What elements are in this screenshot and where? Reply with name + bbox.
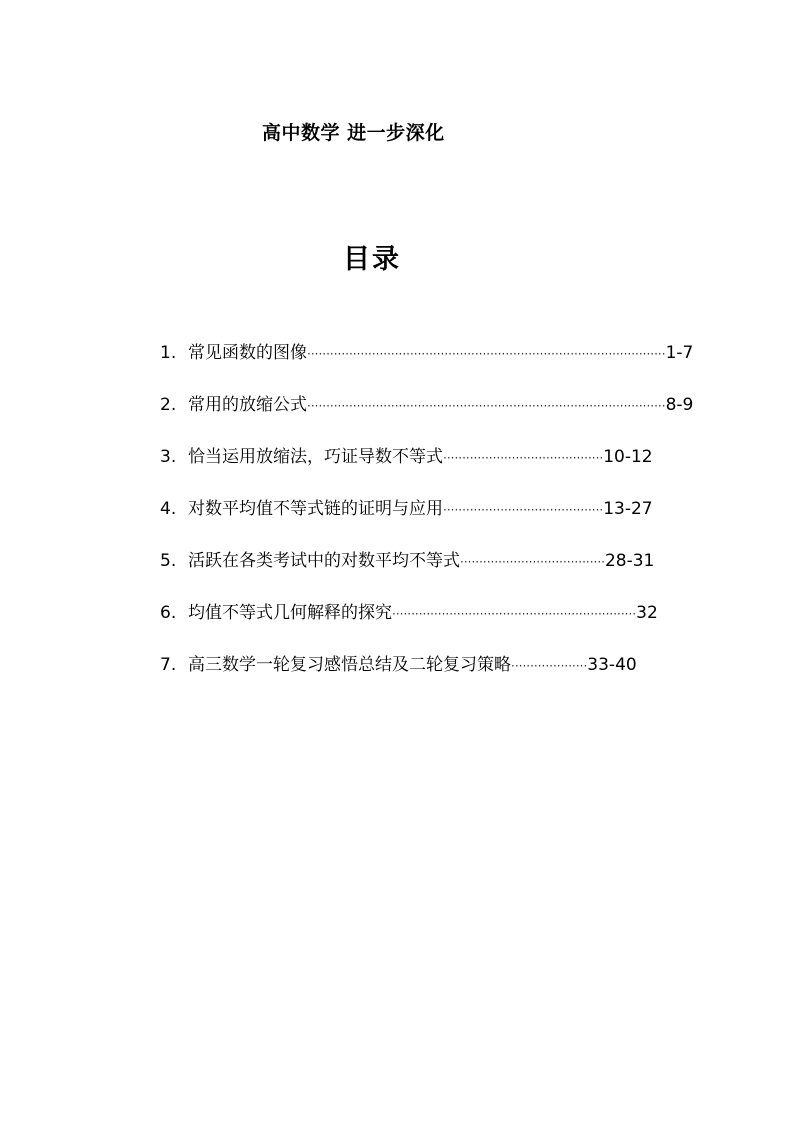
toc-entry-2[interactable] (160, 390, 694, 442)
toc-entry-7[interactable] (160, 650, 680, 702)
dot-leader: ······························································································ (307, 347, 666, 361)
toc-entry-number: 2. (160, 395, 177, 415)
toc-entry-title: 活跃在各类考试中的对数平均不等式 (188, 551, 460, 571)
dot-leader: ·········································· (443, 503, 604, 517)
toc-entry-title: 高三数学一轮复习感悟总结及二轮复习策略 (188, 655, 511, 675)
toc-entry-pages: 1-7 (665, 343, 694, 363)
document-title: 高中数学 进一步深化 (262, 122, 445, 144)
toc-entry-pages: 13-27 (603, 499, 653, 519)
toc-heading: 目录 (343, 244, 401, 275)
toc-entry-pages: 28-31 (604, 551, 655, 571)
toc-entry-number: 6. (160, 603, 177, 623)
dot-leader: ···················· (511, 659, 588, 673)
toc-entry-title: 对数平均值不等式链的证明与应用 (188, 499, 443, 519)
toc-entry-title: 常见函数的图像 (188, 343, 307, 363)
toc-entry-5[interactable] (160, 546, 680, 598)
toc-entry-3[interactable] (160, 442, 680, 494)
toc-entry-number: 1. (160, 343, 177, 363)
toc-entry-title: 恰当运用放缩法，巧证导数不等式 (188, 447, 443, 467)
table-of-contents (160, 338, 694, 702)
dot-leader: ································································ (392, 607, 637, 621)
toc-entry-1[interactable] (160, 338, 694, 390)
toc-entry-number: 5. (160, 551, 177, 571)
toc-entry-pages: 33-40 (587, 655, 637, 675)
toc-entry-title: 均值不等式几何解释的探究 (188, 603, 392, 623)
toc-entry-title: 常用的放缩公式 (188, 395, 307, 415)
toc-entry-pages: 8-9 (665, 395, 694, 415)
toc-entry-pages: 32 (636, 603, 658, 623)
toc-entry-number: 4. (160, 499, 177, 519)
toc-entry-6[interactable] (160, 598, 680, 650)
dot-leader: ······························································································ (307, 399, 666, 413)
toc-entry-4[interactable] (160, 494, 680, 546)
toc-entry-pages: 10-12 (603, 447, 653, 467)
dot-leader: ······································ (460, 555, 605, 569)
dot-leader: ·········································· (443, 451, 604, 465)
toc-entry-number: 3. (160, 447, 177, 467)
toc-entry-number: 7. (160, 655, 177, 675)
